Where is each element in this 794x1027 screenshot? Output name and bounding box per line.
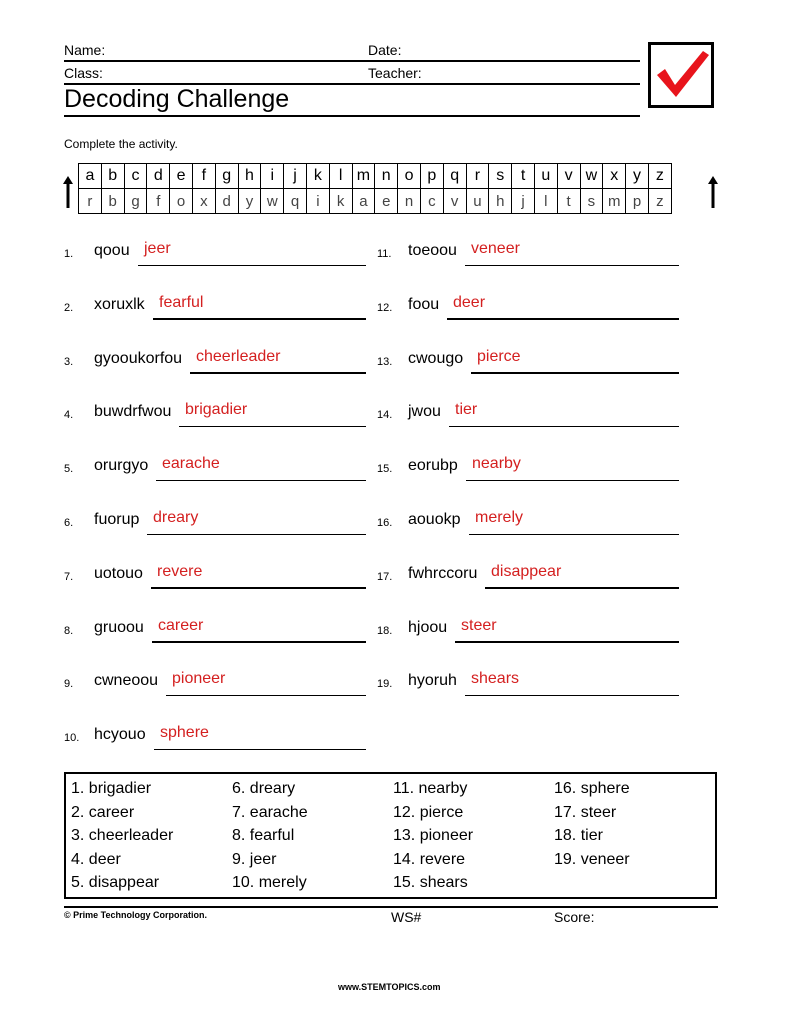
word-bank-item: 7. earache — [232, 803, 308, 821]
problem-number: 13. — [377, 355, 393, 368]
cipher-code-cell: c — [420, 189, 443, 214]
problem-number: 11. — [377, 248, 392, 260]
copyright: © Prime Technology Corporation. — [64, 910, 207, 920]
problem-number: 19. — [377, 678, 393, 691]
answer-line[interactable] — [152, 641, 366, 643]
problem-item — [377, 457, 679, 481]
cipher-plain-cell: v — [557, 164, 580, 189]
problem-number: 14. — [377, 409, 393, 422]
class-label: Class: — [64, 65, 103, 81]
cipher-code-cell: n — [398, 189, 421, 214]
problem-code-word: hcyouo — [94, 726, 146, 744]
cipher-code-cell: z — [648, 189, 671, 214]
answer-line[interactable] — [449, 426, 679, 428]
cipher-code-cell: y — [238, 189, 261, 214]
cipher-plain-cell: h — [238, 164, 261, 189]
cipher-plain-cell: z — [648, 164, 671, 189]
answer-line[interactable] — [447, 318, 679, 320]
cipher-plain-cell: b — [101, 164, 124, 189]
problem-number: 5. — [64, 463, 74, 476]
problem-item — [377, 347, 679, 374]
cipher-code-cell: v — [443, 189, 466, 214]
problem-item — [64, 616, 366, 643]
cipher-plain-cell: l — [329, 164, 352, 189]
problem-number: 6. — [64, 517, 74, 529]
word-bank-item: 15. shears — [393, 874, 468, 891]
answer-text: steer — [461, 616, 497, 634]
up-arrow-right-icon — [708, 176, 718, 208]
word-bank-item: 18. tier — [554, 827, 603, 844]
problem-item — [377, 562, 679, 589]
word-bank-item: 9. jeer — [232, 850, 277, 868]
answer-text: shears — [471, 670, 520, 688]
answer-text: tier — [455, 401, 478, 419]
cipher-plain-cell: g — [215, 164, 238, 189]
cipher-code-cell: j — [512, 189, 535, 214]
word-bank-item: 16. sphere — [554, 780, 630, 797]
problem-item — [64, 511, 366, 535]
problem-item — [377, 403, 679, 427]
cipher-plain-cell: w — [580, 164, 603, 189]
word-bank-item: 19. veneer — [554, 850, 630, 868]
answer-line[interactable] — [469, 534, 679, 536]
answer-line[interactable] — [138, 265, 366, 267]
problem-item — [64, 347, 366, 374]
cipher-code-row — [79, 189, 672, 214]
website: www.STEMTOPICS.com — [338, 982, 441, 992]
header-rule-1 — [64, 60, 640, 62]
cipher-plain-cell: s — [489, 164, 512, 189]
problem-code-word: cwneoou — [94, 672, 159, 690]
answer-text: pioneer — [172, 670, 226, 688]
cipher-code-cell: q — [284, 189, 307, 214]
problem-code-word: uotouo — [94, 564, 143, 582]
answer-line[interactable] — [485, 587, 679, 589]
answer-text: deer — [453, 293, 486, 311]
answer-text: veneer — [471, 240, 520, 257]
answer-text: nearby — [472, 455, 521, 473]
word-bank-item: 3. cheerleader — [71, 827, 174, 844]
cipher-plain-cell: y — [626, 164, 649, 189]
problem-item — [64, 726, 366, 750]
problem-code-word: gruoou — [94, 618, 144, 636]
problem-item — [64, 242, 366, 266]
cipher-code-cell: t — [557, 189, 580, 214]
problem-code-word: foou — [408, 295, 440, 313]
answer-text: revere — [157, 562, 203, 580]
checkmark-icon — [651, 45, 711, 105]
problem-item — [377, 672, 679, 696]
answer-text: earache — [162, 455, 220, 473]
problem-number: 10. — [64, 732, 80, 745]
answer-line[interactable] — [151, 587, 366, 589]
word-bank-item: 6. dreary — [232, 780, 296, 797]
cipher-code-cell: w — [261, 189, 284, 214]
cipher-code-cell: d — [215, 189, 238, 214]
cipher-code-cell: x — [192, 189, 215, 214]
word-bank-item: 12. pierce — [393, 803, 464, 821]
answer-line[interactable] — [465, 695, 679, 697]
problem-number: 2. — [64, 301, 74, 314]
problem-number: 12. — [377, 301, 393, 314]
cipher-plain-cell: n — [375, 164, 398, 189]
cipher-code-cell: u — [466, 189, 489, 214]
page-title: Decoding Challenge — [64, 85, 290, 113]
checkmark-box — [648, 42, 714, 108]
answer-line[interactable] — [190, 372, 366, 374]
header-rule-3 — [64, 115, 640, 117]
word-bank-item: 10. merely — [232, 874, 307, 891]
problem-code-word: hjoou — [408, 618, 448, 636]
answer-text: disappear — [491, 562, 562, 580]
cipher-key-table — [78, 163, 672, 214]
problem-number: 17. — [377, 570, 393, 583]
word-bank-item: 11. nearby — [393, 780, 468, 797]
answer-line[interactable] — [147, 534, 366, 536]
answer-text: brigadier — [185, 401, 248, 419]
problem-number: 9. — [64, 678, 74, 691]
answer-text: pierce — [477, 347, 521, 365]
problem-item — [64, 403, 366, 427]
word-bank-item: 13. pioneer — [393, 827, 474, 844]
answer-text: fearful — [159, 293, 204, 311]
problem-item — [64, 457, 366, 481]
answer-line[interactable] — [179, 426, 366, 428]
cipher-code-cell: g — [124, 189, 147, 214]
problem-number: 15. — [377, 463, 393, 476]
answer-line[interactable] — [153, 318, 366, 320]
problem-code-word: aouokp — [408, 511, 461, 528]
answer-line[interactable] — [156, 480, 366, 482]
cipher-code-cell: h — [489, 189, 512, 214]
word-bank — [64, 772, 717, 899]
cipher-plain-cell: c — [124, 164, 147, 189]
cipher-plain-cell: o — [398, 164, 421, 189]
cipher-plain-cell: u — [534, 164, 557, 189]
cipher-code-cell: s — [580, 189, 603, 214]
word-bank-item: 4. deer — [71, 850, 121, 868]
cipher-code-cell: o — [170, 189, 193, 214]
word-bank-item: 2. career — [71, 803, 135, 821]
up-arrow-left-icon — [63, 176, 73, 208]
cipher-plain-cell: i — [261, 164, 284, 189]
cipher-code-cell: a — [352, 189, 375, 214]
problem-number: 3. — [64, 355, 74, 368]
score-label: Score: — [554, 909, 595, 925]
problem-code-word: toeoou — [408, 242, 457, 259]
problem-code-word: jwou — [408, 403, 441, 421]
answer-text: sphere — [160, 724, 209, 742]
problem-code-word: cwougo — [408, 349, 464, 367]
problem-item — [377, 616, 679, 643]
answer-line[interactable] — [166, 695, 366, 697]
problem-code-word: fwhrccoru — [408, 564, 478, 582]
word-bank-item: 14. revere — [393, 850, 466, 868]
word-bank-item: 1. brigadier — [71, 780, 152, 797]
name-label: Name: — [64, 42, 106, 58]
answer-text: cheerleader — [196, 347, 281, 365]
problem-number: 7. — [64, 570, 74, 583]
cipher-plain-cell: f — [192, 164, 215, 189]
problem-number: 4. — [64, 409, 74, 422]
problem-code-word: hyoruh — [408, 672, 457, 690]
word-bank-item: 17. steer — [554, 803, 617, 821]
problem-item — [377, 242, 679, 266]
cipher-code-cell: e — [375, 189, 398, 214]
problem-number: 16. — [377, 517, 393, 529]
problem-item — [377, 511, 679, 535]
cipher-code-cell: r — [79, 189, 102, 214]
cipher-plain-row — [79, 164, 672, 189]
cipher-plain-cell: e — [170, 164, 193, 189]
cipher-plain-cell: a — [79, 164, 102, 189]
cipher-code-cell: f — [147, 189, 170, 214]
cipher-code-cell: i — [306, 189, 329, 214]
ws-label: WS# — [391, 909, 422, 925]
problem-number: 18. — [377, 624, 393, 637]
date-label: Date: — [368, 42, 402, 58]
cipher-plain-cell: q — [443, 164, 466, 189]
answer-line[interactable] — [154, 749, 366, 751]
footer-rule — [64, 906, 718, 908]
cipher-code-cell: b — [101, 189, 124, 214]
cipher-code-cell: m — [603, 189, 626, 214]
problem-number: 1. — [64, 248, 74, 260]
problem-item — [64, 672, 366, 696]
problem-code-word: gyooukorfou — [94, 349, 183, 367]
problem-code-word: eorubp — [408, 457, 458, 475]
cipher-plain-cell: t — [512, 164, 535, 189]
answer-text: merely — [475, 509, 524, 526]
word-bank-item: 5. disappear — [71, 874, 160, 891]
cipher-plain-cell: p — [420, 164, 443, 189]
problem-code-word: fuorup — [94, 511, 140, 528]
cipher-plain-cell: x — [603, 164, 626, 189]
answer-line[interactable] — [465, 265, 679, 267]
cipher-plain-cell: d — [147, 164, 170, 189]
answer-line[interactable] — [471, 372, 679, 374]
cipher-plain-cell: m — [352, 164, 375, 189]
cipher-code-cell: p — [626, 189, 649, 214]
answer-text: dreary — [153, 509, 199, 526]
word-bank-item: 8. fearful — [232, 827, 295, 844]
cipher-plain-cell: k — [306, 164, 329, 189]
instructions: Complete the activity. — [64, 137, 178, 151]
problem-number: 8. — [64, 624, 74, 637]
teacher-label: Teacher: — [368, 65, 422, 81]
problem-item — [64, 562, 366, 589]
problem-code-word: qoou — [94, 242, 130, 259]
cipher-code-cell: l — [534, 189, 557, 214]
problem-item — [64, 293, 366, 320]
cipher-code-cell: k — [329, 189, 352, 214]
cipher-plain-cell: r — [466, 164, 489, 189]
problem-item — [377, 293, 679, 320]
problem-code-word: orurgyo — [94, 457, 149, 475]
answer-text: career — [158, 616, 204, 634]
answer-line[interactable] — [455, 641, 679, 643]
answer-text: jeer — [144, 240, 171, 257]
problem-code-word: buwdrfwou — [94, 403, 172, 421]
problem-code-word: xoruxlk — [94, 295, 145, 313]
cipher-plain-cell: j — [284, 164, 307, 189]
answer-line[interactable] — [466, 480, 679, 482]
